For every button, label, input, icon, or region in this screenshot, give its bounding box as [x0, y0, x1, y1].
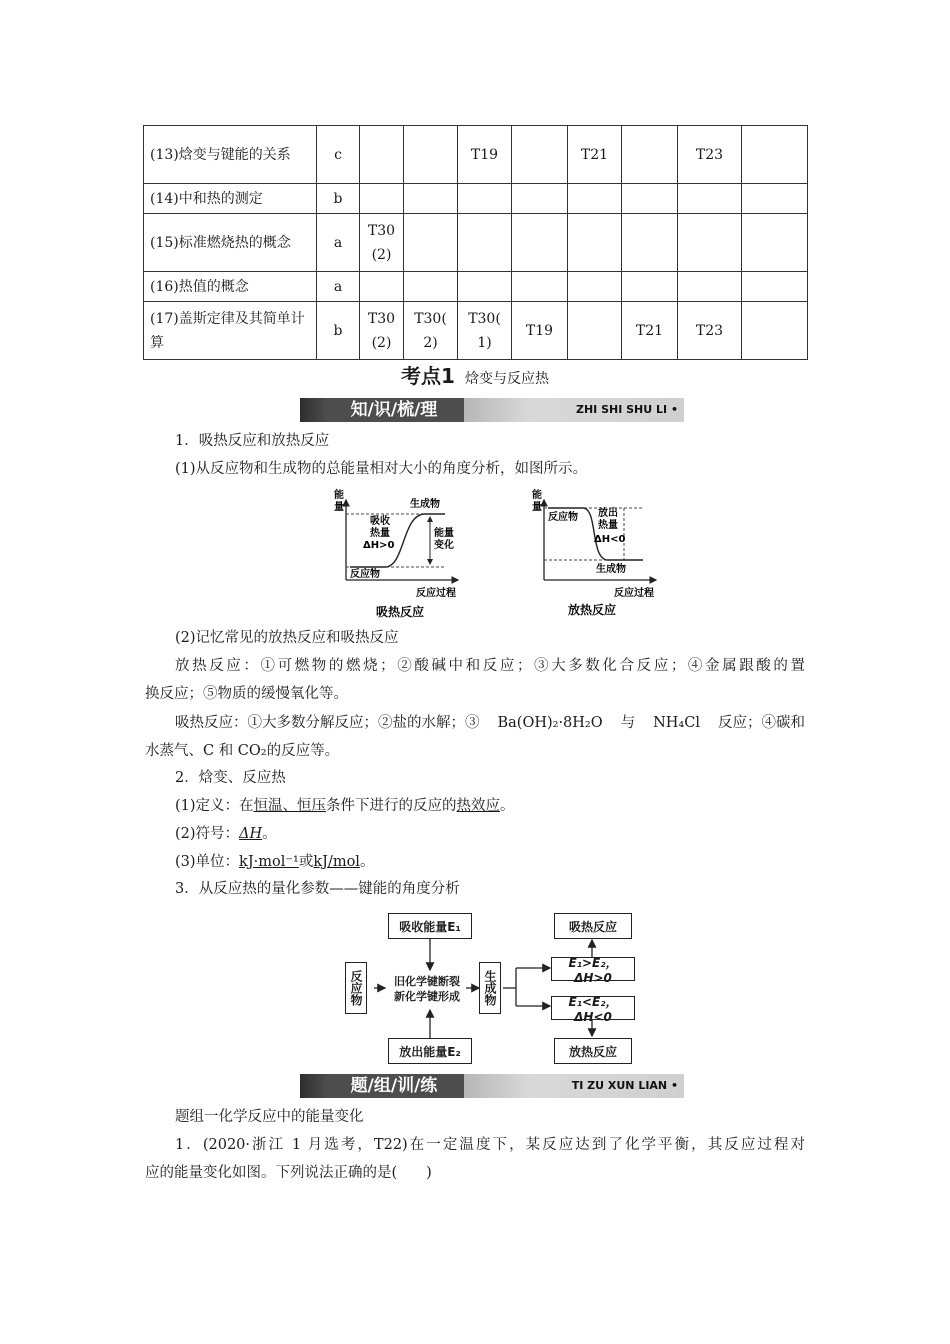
exam-cell: [742, 126, 808, 184]
exo-line-2: 换反应；⑤物质的缓慢氧化等。: [145, 686, 348, 702]
exo-caption: 放热反应: [568, 603, 617, 617]
exam-cell: [458, 184, 512, 214]
topic-cell: (16)热值的概念: [144, 272, 317, 302]
topic-cell: (17)盖斯定律及其简单计算: [144, 302, 317, 360]
exam-cell: [678, 272, 742, 302]
level-cell: c: [317, 126, 360, 184]
exam-cell: [512, 126, 568, 184]
s2-unit: (3)单位：kJ·mol⁻¹或kJ/mol。: [175, 854, 375, 870]
exam-cell: [622, 272, 678, 302]
exam-cell: T21: [622, 302, 678, 360]
endo-line-2: 水蒸气、C 和 CO₂的反应等。: [145, 743, 340, 759]
exam-cell: [512, 184, 568, 214]
absorb-energy-box: 吸收能量E₁: [388, 913, 472, 939]
exam-cell: [360, 184, 404, 214]
formula-baoh2: Ba(OH)₂·8H₂O: [497, 715, 603, 731]
y-label: 能: [334, 490, 344, 501]
kaodian-number: 考点1: [401, 364, 455, 388]
banner-pinyin: TI ZU XUN LIAN •: [571, 1079, 678, 1092]
table-row: [144, 214, 808, 272]
reactant-box: 反应物: [345, 962, 367, 1014]
product-box: 生成物: [479, 962, 501, 1014]
exam-cell: [742, 272, 808, 302]
exam-cell: T19: [512, 302, 568, 360]
exam-cell: [678, 184, 742, 214]
question-1-line-1: 1．(2020·浙江 1 月选考，T22)在一定温度下，某反应达到了化学平衡，其反应过程对: [175, 1137, 805, 1153]
reactant-label: 反应物: [548, 512, 578, 523]
exam-cell: [404, 184, 458, 214]
exam-topic-table: [143, 125, 808, 360]
formula-nh4cl: NH₄Cl: [653, 715, 700, 731]
exo-line-1: 放热反应：①可燃物的燃烧；②酸碱中和反应；③大多数化合反应；④金属跟酸的置: [175, 658, 805, 674]
table-row: [144, 126, 808, 184]
svg-text:放出: 放出: [598, 508, 618, 519]
topic-cell: (14)中和热的测定: [144, 184, 317, 214]
s2-definition: (1)定义：在恒温、恒压条件下进行的反应的热效应。: [175, 798, 515, 814]
svg-text:量: 量: [334, 502, 344, 513]
exam-cell: T30 (2): [360, 302, 404, 360]
blank-conditions: 恒温、恒压: [253, 798, 327, 814]
topic-cell: (13)焓变与键能的关系: [144, 126, 317, 184]
exam-cell: [742, 302, 808, 360]
table-row: [144, 184, 808, 214]
exam-cell: [404, 126, 458, 184]
topic-cell: (15)标准燃烧热的概念: [144, 214, 317, 272]
exam-cell: [568, 272, 622, 302]
exam-cell: [568, 302, 622, 360]
condition-endo-box: E₁>E₂，ΔH>0: [551, 957, 635, 981]
release-energy-box: 放出能量E₂: [388, 1038, 472, 1064]
exam-cell: [622, 126, 678, 184]
exam-cell: [360, 272, 404, 302]
svg-text:量: 量: [532, 502, 542, 513]
exam-cell: [512, 214, 568, 272]
svg-text:热量: 热量: [598, 520, 618, 531]
svg-text:热量: 热量: [370, 528, 390, 539]
delta-h-negative: ΔH<0: [594, 534, 626, 545]
level-cell: b: [317, 302, 360, 360]
kaodian-title: 焓变与反应热: [464, 371, 549, 387]
exothermic-box: 放热反应: [554, 1038, 632, 1064]
table-row: [144, 302, 808, 360]
exam-cell: T23: [678, 302, 742, 360]
exam-cell: T30( 1): [458, 302, 512, 360]
bond-change-label: 旧化学键断裂 新化学键形成: [394, 975, 460, 1003]
s2-title: 2．焓变、反应热: [175, 770, 286, 786]
s3-title: 3．从反应热的量化参数——键能的角度分析: [175, 881, 460, 897]
blank-heat-effect: 热效应: [456, 798, 501, 814]
exam-cell: [742, 214, 808, 272]
endo-line-1: 吸热反应：①大多数分解反应；②盐的水解；③ Ba(OH)₂·8H₂O 与 NH₄Cl 反应；④碳和: [175, 715, 805, 731]
exam-cell: [360, 126, 404, 184]
exam-cell: T23: [678, 126, 742, 184]
banner-title: 知/识/梳/理: [324, 398, 464, 422]
exam-cell: T30( 2): [404, 302, 458, 360]
exam-cell: [568, 214, 622, 272]
svg-text:吸收: 吸收: [370, 516, 390, 527]
exam-cell: T21: [568, 126, 622, 184]
exothermic-diagram: [528, 484, 668, 620]
s2-symbol: (2)符号：ΔH。: [175, 826, 277, 842]
exam-cell: [568, 184, 622, 214]
endothermic-diagram: [330, 484, 470, 620]
x-label: 反应过程: [416, 588, 456, 599]
exam-cell: T30 (2): [360, 214, 404, 272]
delta-h-positive: ΔH>0: [363, 540, 395, 551]
knowledge-banner: [300, 398, 684, 422]
exam-cell: T19: [458, 126, 512, 184]
s1-p1: (1)从反应物和生成物的总能量相对大小的角度分析，如图所示。: [175, 461, 588, 477]
table-row: [144, 272, 808, 302]
exercise-banner: [300, 1074, 684, 1098]
product-label: 生成物: [596, 564, 626, 575]
y-label: 能: [532, 490, 542, 501]
exam-cell: [512, 272, 568, 302]
s1-p2: (2)记忆常见的放热反应和吸热反应: [175, 630, 399, 646]
level-cell: a: [317, 214, 360, 272]
x-label: 反应过程: [614, 588, 654, 599]
product-label: 生成物: [410, 499, 440, 510]
exam-cell: [404, 214, 458, 272]
question-1-line-2: 应的能量变化如图。下列说法正确的是( ): [145, 1165, 432, 1181]
banner-title: 题/组/训/练: [324, 1074, 464, 1098]
svg-text:能量: 能量: [434, 528, 454, 539]
exercise-group-title: 题组一化学反应中的能量变化: [175, 1109, 364, 1125]
endothermic-box: 吸热反应: [554, 913, 632, 939]
blank-unit-2: kJ/mol: [313, 854, 360, 870]
section-heading: [0, 360, 950, 389]
endo-caption: 吸热反应: [376, 605, 425, 619]
banner-pinyin: ZHI SHI SHU LI •: [575, 403, 678, 416]
level-cell: b: [317, 184, 360, 214]
exam-cell: [404, 272, 458, 302]
exam-cell: [678, 214, 742, 272]
blank-symbol: ΔH: [239, 826, 263, 842]
exam-cell: [458, 272, 512, 302]
reactant-label: 反应物: [350, 569, 380, 580]
condition-exo-box: E₁<E₂，ΔH<0: [551, 996, 635, 1020]
exam-cell: [742, 184, 808, 214]
exam-cell: [458, 214, 512, 272]
exam-cell: [622, 214, 678, 272]
blank-unit-1: kJ·mol⁻¹: [239, 854, 299, 870]
svg-text:变化: 变化: [434, 540, 454, 551]
level-cell: a: [317, 272, 360, 302]
exam-cell: [622, 184, 678, 214]
s1-title: 1．吸热反应和放热反应: [175, 433, 330, 449]
